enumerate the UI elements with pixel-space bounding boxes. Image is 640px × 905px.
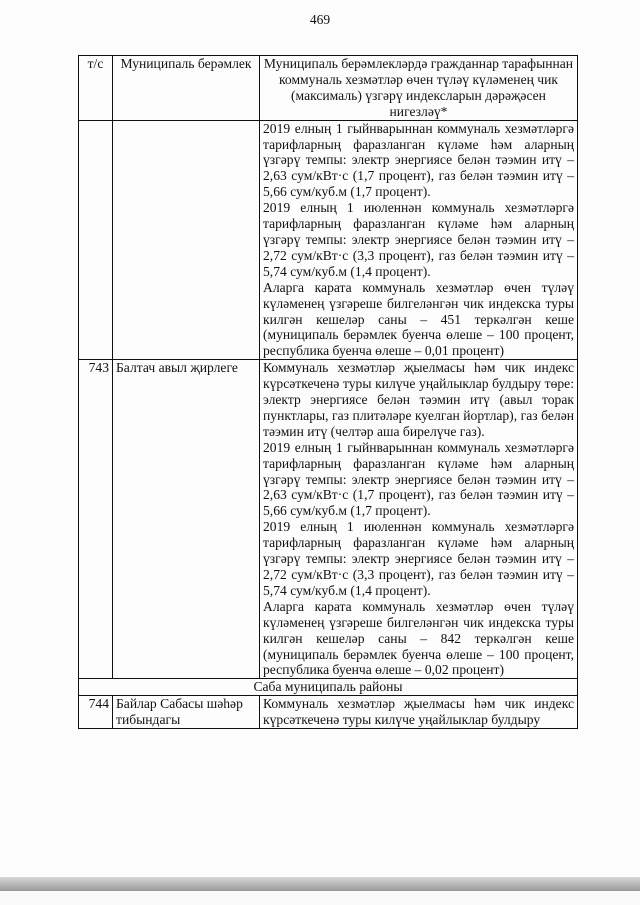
description-paragraph: Аларга карата коммуналь хезмәтләр өчен түләү күләменең үзгәреше билгеләнгән чик индекска туры килгән кешеләр саны – 451 теркәлгән кеше (муниципаль берәмлек буенча өлеше – 100 процент, республика буенча өлеше – 0,01 процент) — [263, 279, 574, 359]
row-number: 744 — [79, 696, 113, 729]
row-description — [260, 120, 578, 360]
description-paragraph: 2019 елның 1 гыйнварыннан коммуналь хезмәтләргә тарифларның фаразланган күләме һәм аларның үзгәрү темпы: электр энергиясе белән тәэмин итү – 2,63 сум/кВт·с (1,7 процент), газ белән тәэмин итү – 5,66 сум/куб.м (1,7 процент). — [263, 120, 574, 200]
row-municipality: Балтач авыл җирлеге — [113, 360, 260, 679]
header-description: Муниципаль берәмлекләрдә гражданнар тарафыннан коммуналь хезмәтләр өчен түләү күләменең чик (максималь) үзгәрү индексларын дәрәҗәсен нигезләү* — [260, 56, 578, 121]
scan-edge-shadow — [0, 877, 640, 891]
description-paragraph: 2019 елның 1 гыйнварыннан коммуналь хезмәтләргә тарифларның фаразланган күләме һәм аларның үзгәрү темпы: электр энергиясе белән тәэмин итү – 2,63 сум/кВт·с (1,7 процент), газ белән тәэмин итү – 5,66 сум/куб.м (1,7 процент). — [263, 439, 574, 519]
table-row — [79, 696, 578, 729]
table-row — [79, 120, 578, 360]
section-title: Саба муниципаль районы — [79, 679, 578, 696]
section-row — [79, 679, 578, 696]
table-row — [79, 360, 578, 679]
description-paragraph: Аларга карата коммуналь хезмәтләр өчен түләү күләменең үзгәреше билгеләнгән чик индекска туры килгән кешеләр саны – 842 теркәлгән кеше (муниципаль берәмлек буенча өлеше – 100 процент, республика буенча өлеше – 0,02 процент) — [263, 598, 574, 678]
scan-margin — [0, 891, 640, 905]
row-municipality — [113, 120, 260, 360]
description-paragraph: 2019 елның 1 июленнән коммуналь хезмәтләргә тарифларның фаразланган күләме һәм аларның үзгәрү темпы: электр энергиясе белән тәэмин итү – 2,72 сум/кВт·с (3,3 процент), газ белән тәэмин итү – 5,74 сум/куб.м (1,4 процент). — [263, 200, 574, 279]
row-municipality: Байлар Сабасы шәһәр тибындагы — [113, 696, 260, 729]
header-municipality: Муниципаль берәмлек — [113, 56, 260, 121]
row-description: Коммуналь хезмәтләр җыелмасы һәм чик индекс күрсәткеченә туры килүче уңайлыклар булдыру — [260, 696, 578, 729]
page-number: 469 — [309, 12, 331, 27]
description-paragraph: 2019 елның 1 июленнән коммуналь хезмәтләргә тарифларның фаразланган күләме һәм аларның үзгәрү темпы: электр энергиясе белән тәэмин итү – 2,72 сум/кВт·с (3,3 процент), газ белән тәэмин итү – 5,74 сум/куб.м (1,4 процент). — [263, 519, 574, 598]
description-paragraph: Коммуналь хезмәтләр җыелмасы һәм чик индекс күрсәткеченә туры килүче уңайлыклар булдыру төре: электр энергиясе белән тәэмин итү (авыл торак пунктлары, газ плитәләре куелган йортлар), газ белән тәэмин итү (челтәр аша бирелүче газ). — [263, 360, 574, 439]
row-number: 743 — [79, 360, 113, 679]
row-description — [260, 360, 578, 679]
row-number — [79, 120, 113, 360]
table-header-row — [79, 56, 578, 121]
header-number: т/с — [79, 56, 113, 121]
tariff-index-table — [78, 55, 578, 729]
